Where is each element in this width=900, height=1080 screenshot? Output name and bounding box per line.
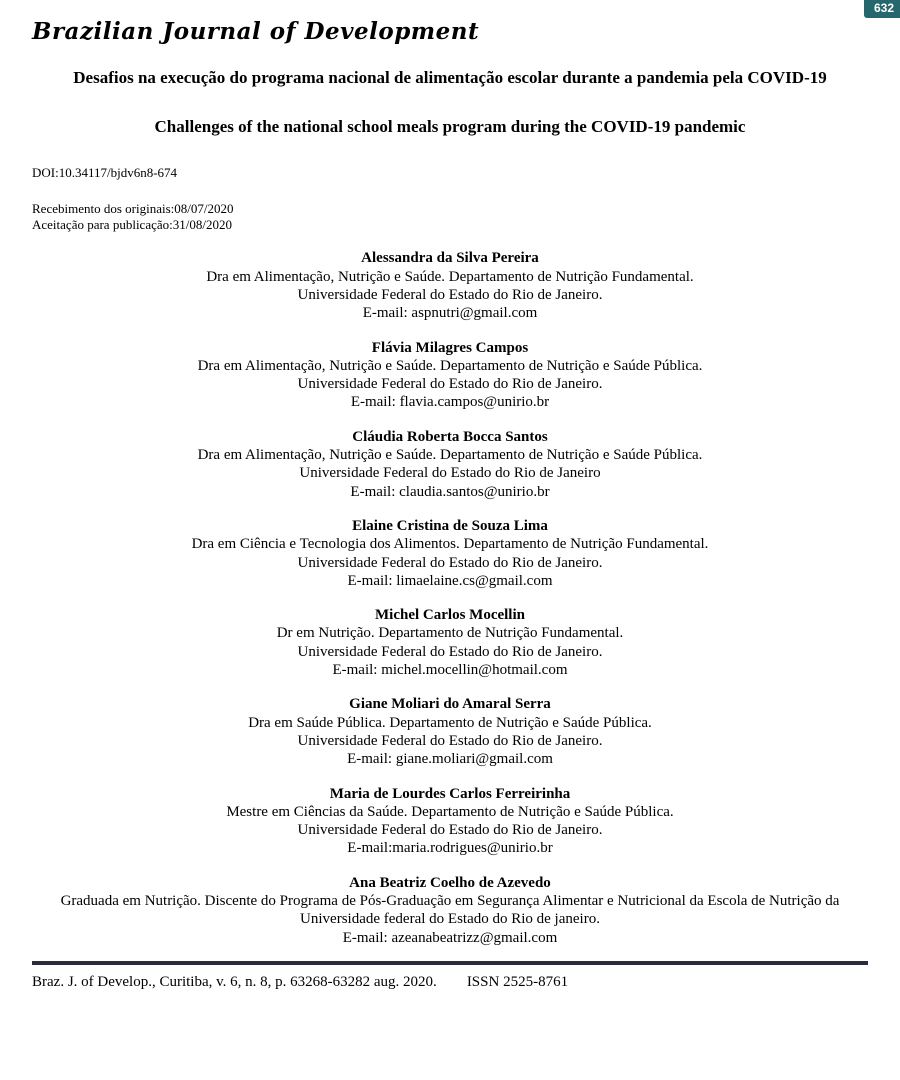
accepted-date: Aceitação para publicação:31/08/2020 [32,217,232,233]
author-line: Graduada em Nutrição. Discente do Programa de Pós-Graduação em Segurança Alimentar e Nutricional da Escola de Nutrição da Universidade federal do Estado do Rio de janeiro. [60,892,840,928]
author-line: Universidade Federal do Estado do Rio de Janeiro. [297,286,603,303]
author-name: Ana Beatriz Coelho de Azevedo [349,874,551,891]
author-line: Universidade Federal do Estado do Rio de Janeiro. [297,732,603,749]
footer-issn: ISSN 2525-8761 [466,973,569,990]
author-line: Universidade Federal do Estado do Rio de Janeiro [299,465,601,482]
dates-block [32,201,868,234]
author-line: Dra em Saúde Pública. Departamento de Nutrição e Saúde Pública. [248,714,652,731]
author-lines [32,446,868,501]
author-lines [32,803,868,858]
author-line: Dra em Alimentação, Nutrição e Saúde. Departamento de Nutrição Fundamental. [206,268,694,285]
author-line: Universidade Federal do Estado do Rio de Janeiro. [297,554,603,571]
doi: DOI:10.34117/bjdv6n8-674 [32,164,178,180]
page-number-badge: 632 [864,0,900,18]
author-line: E-mail: giane.moliari@gmail.com [347,751,553,768]
author-lines [32,892,868,947]
authors-list [32,249,868,947]
author-line: Mestre em Ciências da Saúde. Departamento de Nutrição e Saúde Pública. [226,803,674,820]
author-block [32,428,868,501]
journal-title: Brazilian Journal of Development [32,18,480,45]
author-line: E-mail: flavia.campos@unirio.br [350,394,550,411]
author-name: Cláudia Roberta Bocca Santos [352,428,548,445]
received-date: Recebimento dos originais:08/07/2020 [32,200,234,216]
author-line: Dr em Nutrição. Departamento de Nutrição Fundamental. [276,625,624,642]
author-block [32,606,868,679]
author-lines [32,535,868,590]
author-name: Alessandra da Silva Pereira [361,250,539,267]
footer-rule [32,961,868,965]
author-lines [32,714,868,769]
author-line: Universidade Federal do Estado do Rio de Janeiro. [297,643,603,660]
author-block [32,517,868,590]
author-block [32,695,868,768]
author-name: Giane Moliari do Amaral Serra [349,696,551,713]
author-name: Michel Carlos Mocellin [375,607,525,624]
author-line: Dra em Ciência e Tecnologia dos Alimentos. Departamento de Nutrição Fundamental. [191,536,709,553]
author-line: E-mail:maria.rodrigues@unirio.br [347,840,553,857]
author-lines [32,624,868,679]
footer-citation: Braz. J. of Develop., Curitiba, v. 6, n. 8, p. 63268-63282 aug. 2020. [32,973,437,990]
author-name: Maria de Lourdes Carlos Ferreirinha [329,785,571,802]
author-line: Universidade Federal do Estado do Rio de Janeiro. [297,822,603,839]
author-line: Dra em Alimentação, Nutrição e Saúde. Departamento de Nutrição e Saúde Pública. [197,357,703,374]
author-line: E-mail: michel.mocellin@hotmail.com [332,662,568,679]
author-line: E-mail: aspnutri@gmail.com [362,305,538,322]
author-line: E-mail: limaelaine.cs@gmail.com [347,572,553,589]
author-name: Elaine Cristina de Souza Lima [352,517,548,534]
footer [32,974,868,991]
title-english: Challenges of the national school meals program during the COVID-19 pandemic [154,116,746,136]
author-line: Universidade Federal do Estado do Rio de Janeiro. [297,376,603,393]
author-lines [32,268,868,323]
author-lines [32,357,868,412]
author-line: E-mail: azeanabeatrizz@gmail.com [342,929,558,946]
author-line: E-mail: claudia.santos@unirio.br [350,483,550,500]
title-portuguese: Desafios na execução do programa nacional de alimentação escolar durante a pandemia pela COVID-19 [73,68,827,87]
author-line: Dra em Alimentação, Nutrição e Saúde. Departamento de Nutrição e Saúde Pública. [197,447,703,464]
author-block [32,249,868,322]
author-block [32,785,868,858]
author-block [32,339,868,412]
author-block [32,874,868,947]
author-name: Flávia Milagres Campos [371,339,529,356]
